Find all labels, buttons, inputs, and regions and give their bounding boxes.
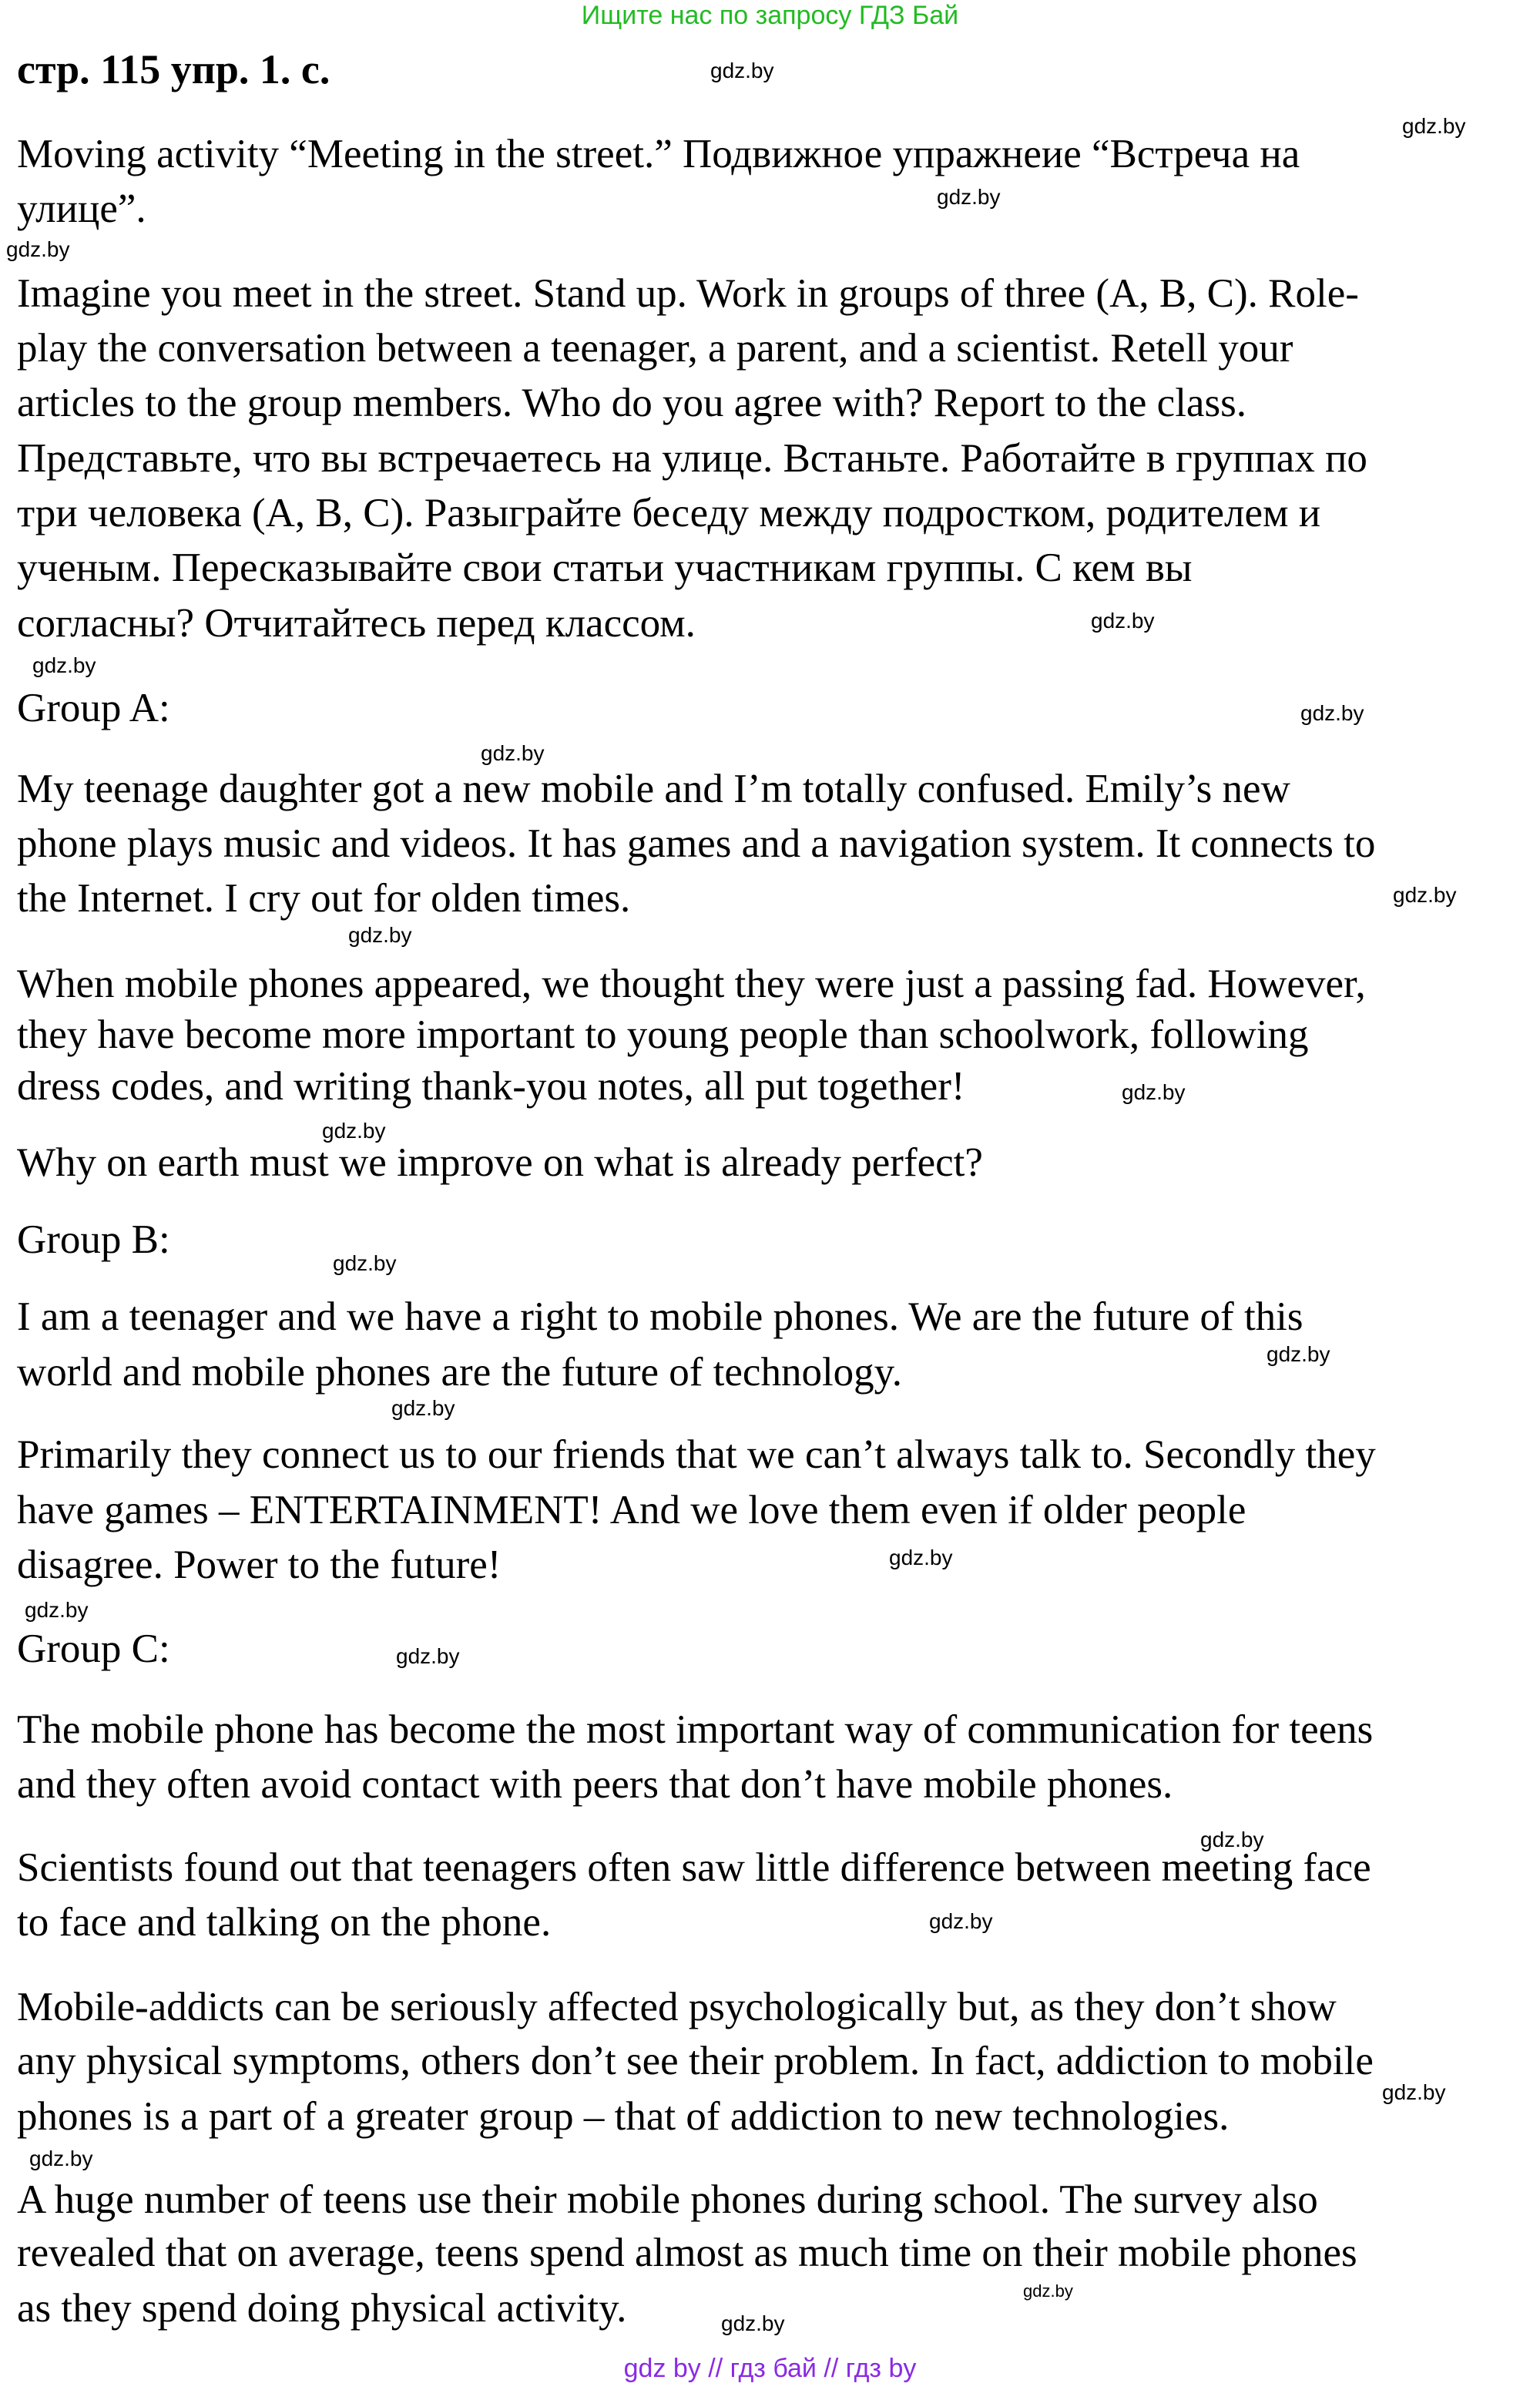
text-line: phones is a part of a greater group – that of addiction to new technologies. xyxy=(17,2094,1230,2139)
watermark: gdz.by xyxy=(1091,609,1155,633)
text-line: as they spend doing physical activity. xyxy=(17,2286,627,2331)
text-line: the Internet. I cry out for olden times. xyxy=(17,876,631,921)
watermark: gdz.by xyxy=(937,185,1001,209)
text-line: ученым. Пересказывайте свои статьи участникам группы. С кем вы xyxy=(17,545,1193,590)
watermark: gdz.by xyxy=(1023,2281,1073,2301)
text-line: When mobile phones appeared, we thought they were just a passing fad. However, xyxy=(17,962,1366,1006)
watermark: gdz.by xyxy=(1402,114,1466,138)
watermark: gdz.by xyxy=(889,1546,953,1569)
watermark: gdz.by xyxy=(481,741,545,765)
group-heading: Group A: xyxy=(17,686,170,730)
text-line: disagree. Power to the future! xyxy=(17,1542,502,1587)
watermark: gdz.by xyxy=(1267,1342,1330,1366)
text-line: phone plays music and videos. It has games and a navigation system. It connects to xyxy=(17,821,1376,866)
group-heading: Group B: xyxy=(17,1217,170,1262)
text-line: play the conversation between a teenager, a parent, and a scientist. Retell your xyxy=(17,326,1293,371)
text-line: The mobile phone has become the most important way of communication for teens xyxy=(17,1707,1374,1752)
watermark: gdz.by xyxy=(32,653,96,677)
text-line: A huge number of teens use their mobile phones during school. The survey also xyxy=(17,2177,1318,2222)
top-banner[interactable]: Ищите нас по запросу ГДЗ Бай xyxy=(581,1,959,30)
text-line: they have become more important to young people than schoolwork, following xyxy=(17,1012,1309,1057)
text-line: dress codes, and writing thank-you notes, all put together! xyxy=(17,1064,965,1109)
page-title: стр. 115 упр. 1. с. xyxy=(17,46,330,92)
text-line: to face and talking on the phone. xyxy=(17,1900,552,1945)
watermark: gdz.by xyxy=(1393,883,1457,907)
watermark: gdz.by xyxy=(6,237,70,261)
watermark: gdz.by xyxy=(25,1598,89,1622)
watermark: gdz.by xyxy=(333,1251,397,1275)
text-line: revealed that on average, teens spend almost as much time on their mobile phones xyxy=(17,2231,1357,2275)
text-line: улице”. xyxy=(17,186,146,231)
watermark: gdz.by xyxy=(721,2311,785,2335)
text-line: Why on earth must we improve on what is already perfect? xyxy=(17,1140,983,1185)
footer-links[interactable]: gdz by // гдз бай // гдз by xyxy=(623,2354,917,2383)
watermark: gdz.by xyxy=(929,1909,993,1933)
text-line: I am a teenager and we have a right to mobile phones. We are the future of this xyxy=(17,1294,1303,1339)
watermark: gdz.by xyxy=(348,923,412,947)
text-line: согласны? Отчитайтесь перед классом. xyxy=(17,601,696,646)
text-line: три человека (A, B, C). Разыграйте беседу между подростком, родителем и xyxy=(17,491,1321,535)
watermark: gdz.by xyxy=(1300,701,1364,725)
watermark: gdz.by xyxy=(29,2147,93,2170)
text-line: have games – ENTERTAINMENT! And we love them even if older people xyxy=(17,1488,1246,1532)
text-line: My teenage daughter got a new mobile and I’m totally confused. Emily’s new xyxy=(17,767,1290,811)
text-line: Moving activity “Meeting in the street.” Подвижное упражнеие “Встреча на xyxy=(17,132,1300,176)
watermark: gdz.by xyxy=(322,1119,386,1143)
text-line: any physical symptoms, others don’t see their problem. In fact, addiction to mobile xyxy=(17,2039,1374,2083)
watermark: gdz.by xyxy=(1200,1828,1264,1851)
text-line: Imagine you meet in the street. Stand up. Work in groups of three (A, B, C). Role- xyxy=(17,271,1359,316)
watermark: gdz.by xyxy=(1122,1080,1186,1104)
group-heading: Group C: xyxy=(17,1626,170,1671)
text-line: world and mobile phones are the future of technology. xyxy=(17,1350,902,1395)
text-line: articles to the group members. Who do you agree with? Report to the class. xyxy=(17,381,1246,425)
watermark: gdz.by xyxy=(710,59,774,82)
watermark: gdz.by xyxy=(1382,2080,1446,2104)
watermark: gdz.by xyxy=(396,1644,460,1668)
text-line: Scientists found out that teenagers often saw little difference between meeting face xyxy=(17,1845,1371,1890)
text-line: and they often avoid contact with peers that don’t have mobile phones. xyxy=(17,1762,1173,1807)
watermark: gdz.by xyxy=(391,1396,455,1420)
text-line: Primarily they connect us to our friends that we can’t always talk to. Secondly they xyxy=(17,1432,1376,1477)
text-line: Представьте, что вы встречаетесь на улице. Встаньте. Работайте в группах по xyxy=(17,436,1367,481)
text-line: Mobile-addicts can be seriously affected psychologically but, as they don’t show xyxy=(17,1985,1337,2029)
